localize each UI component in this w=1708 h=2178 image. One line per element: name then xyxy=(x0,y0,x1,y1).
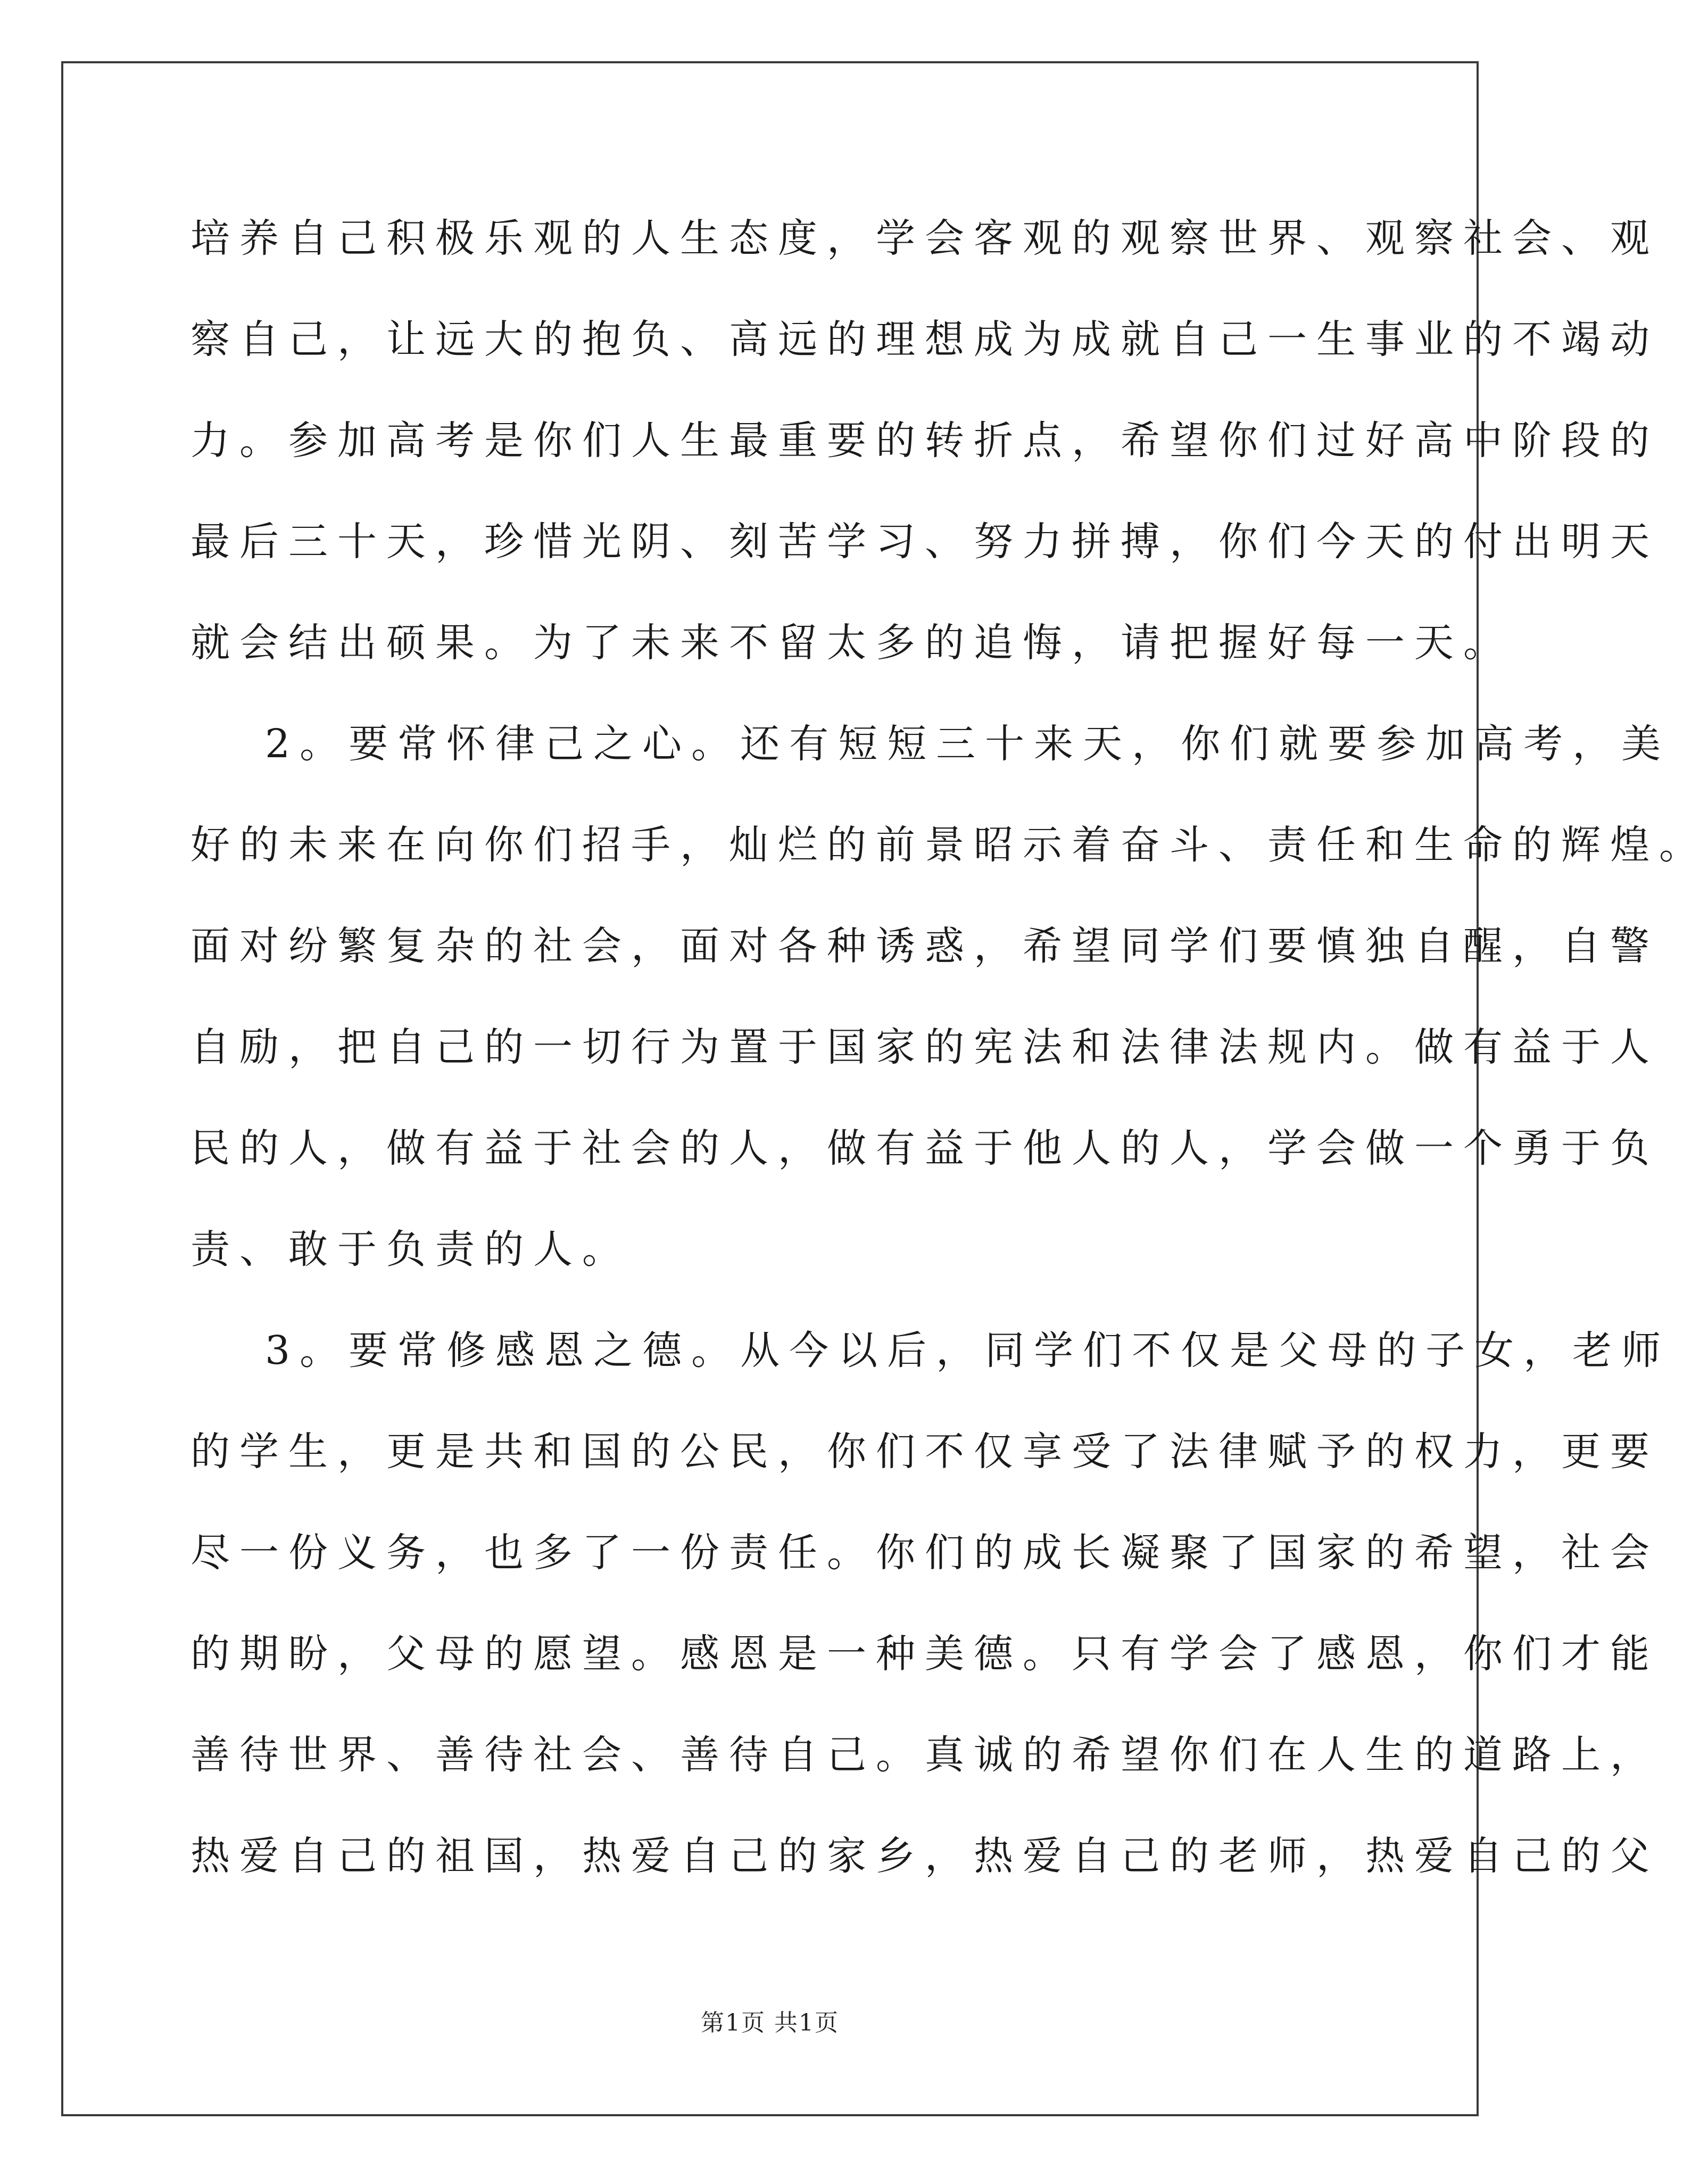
text-line: 察自己，让远大的抱负、高远的理想成为成就自己一生事业的不竭动 xyxy=(190,317,1659,362)
text-line: 尽一份义务，也多了一份责任。你们的成长凝聚了国家的希望，社会 xyxy=(190,1530,1659,1576)
text-line: 热爱自己的祖国，热爱自己的家乡，热爱自己的老师，热爱自己的父 xyxy=(190,1833,1659,1879)
paragraph-start-line: 3。要常修感恩之德。从今以后，同学们不仅是父母的子女，老师 xyxy=(265,1328,1671,1373)
text-line: 的期盼，父母的愿望。感恩是一种美德。只有学会了感恩，你们才能 xyxy=(190,1631,1659,1677)
text-line: 民的人，做有益于社会的人，做有益于他人的人，学会做一个勇于负 xyxy=(190,1125,1659,1171)
text-line: 好的未来在向你们招手，灿烂的前景昭示着奋斗、责任和生命的辉煌。 xyxy=(190,822,1708,868)
text-line: 面对纷繁复杂的社会，面对各种诱惑，希望同学们要慎独自醒，自警 xyxy=(190,923,1659,969)
text-line: 最后三十天，珍惜光阴、刻苦学习、努力拼搏，你们今天的付出明天 xyxy=(190,519,1659,565)
text-line: 的学生，更是共和国的公民，你们不仅享受了法律赋予的权力，更要 xyxy=(190,1429,1659,1475)
paragraph-start-line: 2。要常怀律己之心。还有短短三十来天，你们就要参加高考，美 xyxy=(265,721,1671,767)
text-line: 力。参加高考是你们人生最重要的转折点，希望你们过好高中阶段的 xyxy=(190,418,1659,463)
text-line: 培养自己积极乐观的人生态度，学会客观的观察世界、观察社会、观 xyxy=(190,216,1659,261)
text-line: 责、敢于负责的人。 xyxy=(190,1227,631,1272)
text-line: 自励，把自己的一切行为置于国家的宪法和法律法规内。做有益于人 xyxy=(190,1024,1659,1070)
text-line: 就会结出硕果。为了未来不留太多的追悔，请把握好每一天。 xyxy=(190,620,1512,666)
text-line: 善待世界、善待社会、善待自己。真诚的希望你们在人生的道路上， xyxy=(190,1732,1659,1778)
document-body xyxy=(190,206,1708,1925)
page-number-footer: 第1页 共1页 xyxy=(701,2009,839,2036)
